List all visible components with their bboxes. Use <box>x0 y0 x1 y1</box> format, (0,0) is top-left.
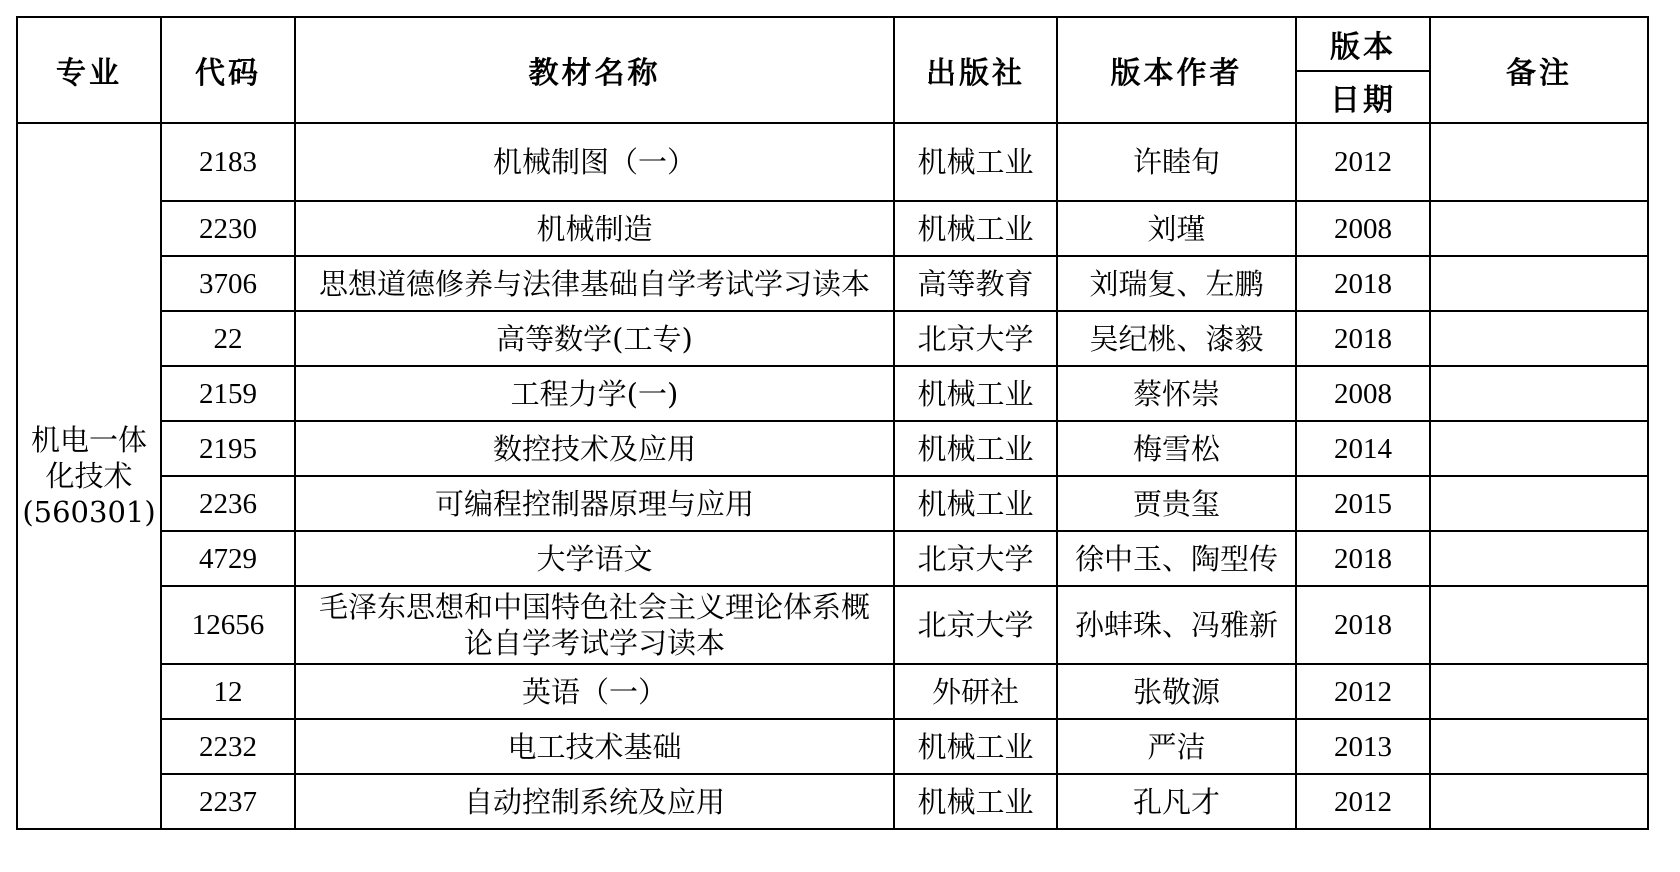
table-row <box>17 774 1648 829</box>
publisher: 高等教育 <box>894 256 1057 311</box>
remarks <box>1430 256 1648 311</box>
author: 吴纪桃、漆毅 <box>1057 311 1296 366</box>
header-date: 日期 <box>1296 71 1430 123</box>
course-code: 4729 <box>161 531 295 586</box>
course-code: 2237 <box>161 774 295 829</box>
book-title: 思想道德修养与法律基础自学考试学习读本 <box>295 256 894 311</box>
course-code: 2195 <box>161 421 295 476</box>
edition-date: 2018 <box>1296 256 1430 311</box>
edition-date: 2013 <box>1296 719 1430 774</box>
author: 刘瑾 <box>1057 201 1296 256</box>
author: 贾贵玺 <box>1057 476 1296 531</box>
book-title: 可编程控制器原理与应用 <box>295 476 894 531</box>
book-title: 机械制造 <box>295 201 894 256</box>
author: 徐中玉、陶型传 <box>1057 531 1296 586</box>
table-row <box>17 123 1648 201</box>
edition-date: 2014 <box>1296 421 1430 476</box>
major-code: (560301) <box>22 495 156 529</box>
course-code: 12 <box>161 664 295 719</box>
author: 许睦旬 <box>1057 123 1296 201</box>
edition-date: 2012 <box>1296 774 1430 829</box>
author: 蔡怀崇 <box>1057 366 1296 421</box>
publisher: 机械工业 <box>894 201 1057 256</box>
book-title: 数控技术及应用 <box>295 421 894 476</box>
course-code: 2236 <box>161 476 295 531</box>
course-code: 3706 <box>161 256 295 311</box>
edition-date: 2015 <box>1296 476 1430 531</box>
header-row <box>17 17 1648 71</box>
remarks <box>1430 311 1648 366</box>
course-code: 22 <box>161 311 295 366</box>
publisher: 机械工业 <box>894 774 1057 829</box>
publisher: 北京大学 <box>894 311 1057 366</box>
header-title: 教材名称 <box>295 17 894 123</box>
table-row <box>17 311 1648 366</box>
edition-date: 2018 <box>1296 586 1430 664</box>
remarks <box>1430 586 1648 664</box>
major-line: 机电一体 <box>30 423 147 457</box>
header-code: 代码 <box>161 17 295 123</box>
publisher: 北京大学 <box>894 586 1057 664</box>
book-title-line: 论自学考试学习读本 <box>463 626 725 660</box>
table-row <box>17 719 1648 774</box>
publisher: 外研社 <box>894 664 1057 719</box>
major-line: 化技术 <box>45 459 133 493</box>
publisher: 机械工业 <box>894 123 1057 201</box>
publisher: 机械工业 <box>894 421 1057 476</box>
course-code: 2159 <box>161 366 295 421</box>
remarks <box>1430 531 1648 586</box>
table-row <box>17 256 1648 311</box>
book-title: 大学语文 <box>295 531 894 586</box>
edition-date: 2008 <box>1296 201 1430 256</box>
edition-date: 2018 <box>1296 531 1430 586</box>
header-major: 专业 <box>17 17 161 123</box>
book-title <box>295 586 894 664</box>
major-cell <box>17 123 161 829</box>
book-title: 机械制图（一） <box>295 123 894 201</box>
header-publisher: 出版社 <box>894 17 1057 123</box>
author: 孔凡才 <box>1057 774 1296 829</box>
table-row <box>17 664 1648 719</box>
remarks <box>1430 421 1648 476</box>
course-code: 2230 <box>161 201 295 256</box>
remarks <box>1430 664 1648 719</box>
book-title: 工程力学(一) <box>295 366 894 421</box>
table-body <box>17 123 1648 829</box>
publisher: 机械工业 <box>894 366 1057 421</box>
edition-date: 2012 <box>1296 123 1430 201</box>
book-title: 电工技术基础 <box>295 719 894 774</box>
course-code: 2183 <box>161 123 295 201</box>
course-code: 2232 <box>161 719 295 774</box>
remarks <box>1430 201 1648 256</box>
remarks <box>1430 774 1648 829</box>
edition-date: 2012 <box>1296 664 1430 719</box>
course-code: 12656 <box>161 586 295 664</box>
author: 严洁 <box>1057 719 1296 774</box>
book-title: 自动控制系统及应用 <box>295 774 894 829</box>
author: 梅雪松 <box>1057 421 1296 476</box>
remarks <box>1430 476 1648 531</box>
book-title-line: 毛泽东思想和中国特色社会主义理论体系概 <box>318 590 870 624</box>
remarks <box>1430 366 1648 421</box>
edition-date: 2008 <box>1296 366 1430 421</box>
table-row <box>17 531 1648 586</box>
textbook-table <box>16 16 1649 830</box>
header-author: 版本作者 <box>1057 17 1296 123</box>
author: 张敬源 <box>1057 664 1296 719</box>
book-title: 高等数学(工专) <box>295 311 894 366</box>
remarks <box>1430 719 1648 774</box>
table-row <box>17 476 1648 531</box>
book-title: 英语（一） <box>295 664 894 719</box>
remarks <box>1430 123 1648 201</box>
table-row <box>17 421 1648 476</box>
header-remarks: 备注 <box>1430 17 1648 123</box>
publisher: 机械工业 <box>894 476 1057 531</box>
author: 刘瑞复、左鹏 <box>1057 256 1296 311</box>
table-row <box>17 586 1648 664</box>
publisher: 北京大学 <box>894 531 1057 586</box>
header-edition: 版本 <box>1296 17 1430 71</box>
edition-date: 2018 <box>1296 311 1430 366</box>
table-row <box>17 366 1648 421</box>
table-header <box>17 17 1648 123</box>
author: 孙蚌珠、冯雅新 <box>1057 586 1296 664</box>
publisher: 机械工业 <box>894 719 1057 774</box>
table-row <box>17 201 1648 256</box>
